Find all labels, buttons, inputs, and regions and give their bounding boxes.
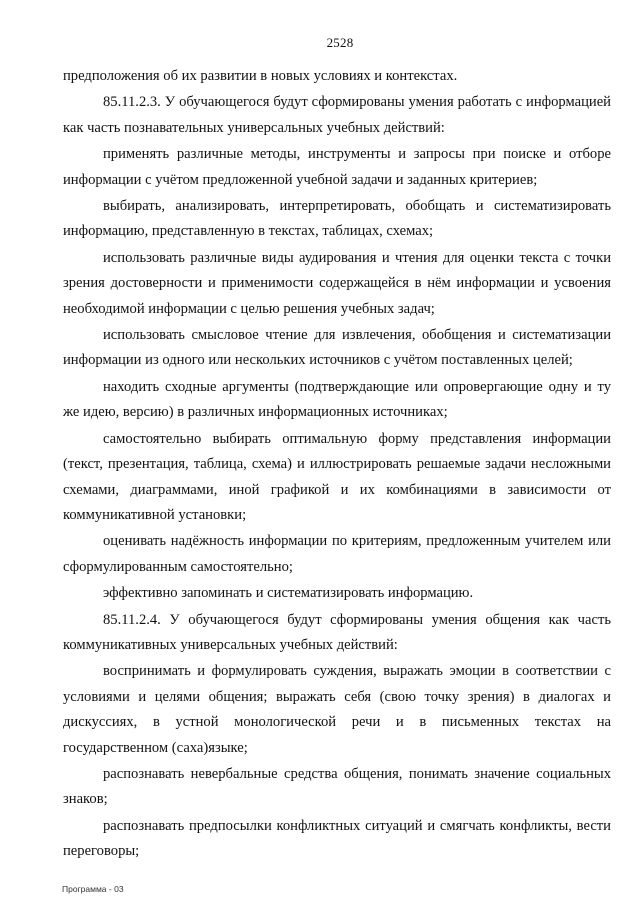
paragraph-list-item: оценивать надёжность информации по критериям, предложенным учителем или сформулированным самостоятельно; (63, 533, 611, 575)
paragraph-list-item: самостоятельно выбирать оптимальную форму представления информации (текст, презентация, таблица, схема) и иллюстрировать решаемые задачи несложными схемами, диаграммами, иной графикой и их комбинациями в зависимости от коммуникативной установки; (63, 430, 611, 523)
paragraph-continuation: предположения об их развитии в новых условиях и контекстах. (63, 68, 458, 84)
document-body (63, 64, 611, 866)
paragraph-list-item: использовать различные виды аудирования и чтения для оценки текста с точки зрения достоверности и применимости содержащейся в нём информации и усвоения необходимой информации с целью решения учебных задач; (63, 249, 611, 317)
paragraph-list-item: использовать смысловое чтение для извлечения, обобщения и систематизации информации из одного или нескольких источников с учётом поставленных целей; (63, 327, 611, 369)
paragraph-list-item: эффективно запоминать и систематизировать информацию. (103, 585, 474, 602)
paragraph-section-heading: 85.11.2.4. У обучающегося будут сформированы умения общения как часть коммуникативных универсальных учебных действий: (63, 611, 611, 653)
paragraph-list-item: применять различные методы, инструменты и запросы при поиске и отборе информации с учётом предложенной учебной задачи и заданных критериев; (63, 146, 611, 188)
paragraph-list-item: выбирать, анализировать, интерпретировать, обобщать и систематизировать информацию, представленную в текстах, таблицах, схемах; (63, 198, 611, 240)
paragraph-list-item: распознавать невербальные средства общения, понимать значение социальных знаков; (63, 765, 611, 808)
paragraph-section-heading: 85.11.2.3. У обучающегося будут сформированы умения работать с информацией как часть познавательных универсальных учебных действий: (63, 94, 611, 136)
page-number: 2528 (326, 35, 354, 50)
paragraph-list-item: распознавать предпосылки конфликтных ситуаций и смягчать конфликты, вести переговоры; (63, 817, 611, 860)
page-footer: Программа - 03 (62, 884, 124, 894)
paragraph-list-item: воспринимать и формулировать суждения, выражать эмоции в соответствии с условиями и целями общения; выражать себя (свою точку зрения) в диалогах и дискуссиях, в устной монологической речи и в письменных текстах на государственном (саха)языке; (63, 663, 611, 756)
paragraph-list-item: находить сходные аргументы (подтверждающие или опровергающие одну и ту же идею, версию) в различных информационных источниках; (63, 378, 611, 421)
